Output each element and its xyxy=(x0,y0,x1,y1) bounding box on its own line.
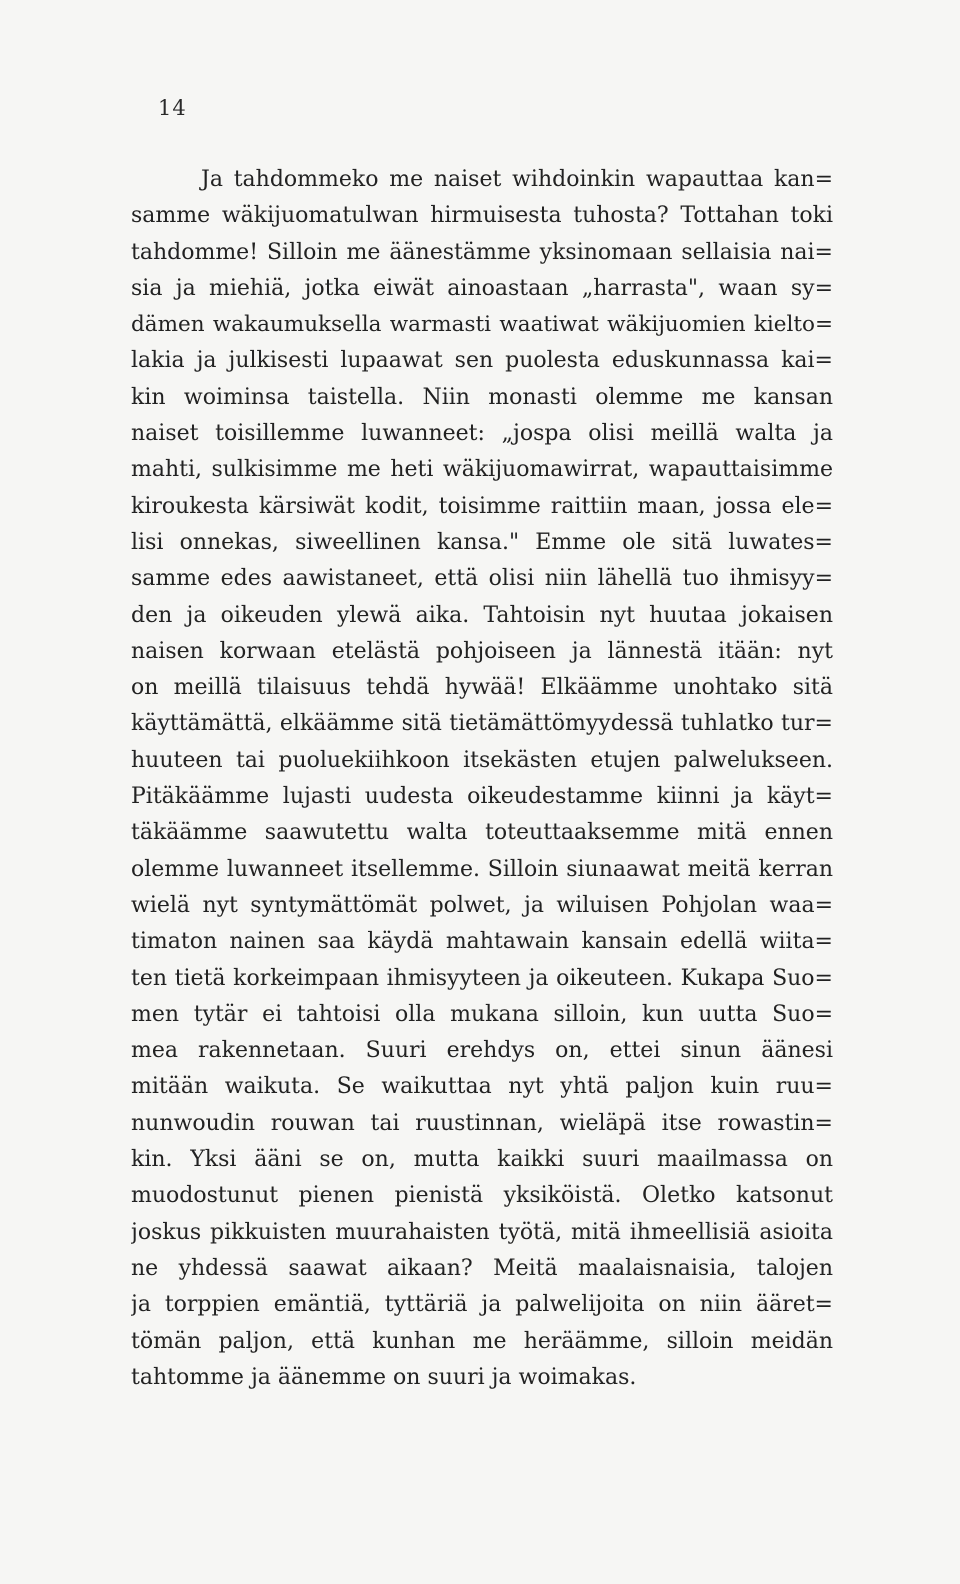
text-line: tahtomme ja äänemme on suuri ja woimakas. xyxy=(131,1364,637,1390)
text-line: naisen korwaan etelästä pohjoiseen ja lännestä itään: nyt xyxy=(131,638,833,664)
text-line: mitään waikuta. Se waikuttaa nyt yhtä paljon kuin ruu= xyxy=(131,1074,833,1100)
text-line: käyttämättä, elkäämme sitä tietämättömyydessä tuhlatko tur= xyxy=(131,711,833,737)
text-line: sia ja miehiä, jotka eiwät ainoastaan „harrasta", waan sy= xyxy=(131,275,833,301)
text-line: on meillä tilaisuus tehdä hywää! Elkäämme unohtako sitä xyxy=(131,675,833,701)
text-line: ja torppien emäntiä, tyttäriä ja palwelijoita on niin ääret= xyxy=(131,1292,833,1318)
text-line: samme wäkijuomatulwan hirmuisesta tuhosta? Tottahan toki xyxy=(131,203,833,229)
text-line: Ja tahdommeko me naiset wihdoinkin wapauttaa kan= xyxy=(201,167,833,192)
text-line: mahti, sulkisimme me heti wäkijuomawirrat, wapauttaisimme xyxy=(131,457,833,483)
body-text xyxy=(131,162,833,1396)
text-line: täkäämme saawutettu walta toteuttaaksemme mitä ennen xyxy=(131,820,833,846)
text-line: tömän paljon, että kunhan me heräämme, silloin meidän xyxy=(131,1328,833,1354)
text-line: ne yhdessä saawat aikaan? Meitä maalaisnaisia, talojen xyxy=(131,1255,833,1281)
text-line: mea rakennetaan. Suuri erehdys on, ettei sinun äänesi xyxy=(131,1038,833,1064)
text-line: kin. Yksi ääni se on, mutta kaikki suuri maailmassa on xyxy=(131,1147,833,1173)
text-line: huuteen tai puoluekiihkoon itsekästen etujen palwelukseen. xyxy=(131,747,833,773)
text-line: wielä nyt syntymättömät polwet, ja wiluisen Pohjolan waa= xyxy=(131,892,833,918)
text-line: lakia ja julkisesti lupaawat sen puolesta eduskunnassa kai= xyxy=(131,348,833,374)
text-line: nunwoudin rouwan tai ruustinnan, wieläpä itse rowastin= xyxy=(131,1110,833,1136)
text-line: samme edes aawistaneet, että olisi niin lähellä tuo ihmisyy= xyxy=(131,566,833,592)
text-line: dämen wakaumuksella warmasti waatiwat wäkijuomien kielto= xyxy=(131,312,833,338)
text-line: tahdomme! Silloin me äänestämme yksinomaan sellaisia nai= xyxy=(131,239,833,265)
text-line: timaton nainen saa käydä mahtawain kansain edellä wiita= xyxy=(131,929,833,955)
text-line: olemme luwanneet itsellemme. Silloin siunaawat meitä kerran xyxy=(131,856,833,882)
text-line: joskus pikkuisten muurahaisten työtä, mitä ihmeellisiä asioita xyxy=(131,1219,833,1245)
text-line: ten tietä korkeimpaan ihmisyyteen ja oikeuteen. Kukapa Suo= xyxy=(131,965,833,991)
text-line: naiset toisillemme luwanneet: „jospa olisi meillä walta ja xyxy=(131,421,833,447)
text-line: den ja oikeuden ylewä aika. Tahtoisin nyt huutaa jokaisen xyxy=(131,602,833,628)
text-line: kin woiminsa taistella. Niin monasti olemme me kansan xyxy=(131,384,833,410)
text-line: kiroukesta kärsiwät kodit, toisimme raittiin maan, jossa ele= xyxy=(131,493,833,519)
text-line: muodostunut pienen pienistä yksiköistä. Oletko katsonut xyxy=(131,1183,833,1209)
text-line: men tytär ei tahtoisi olla mukana silloin, kun uutta Suo= xyxy=(131,1001,833,1027)
text-line: lisi onnekas, siweellinen kansa." Emme ole sitä luwates= xyxy=(131,529,833,555)
page-number: 14 xyxy=(158,96,187,120)
text-line: Pitäkäämme lujasti uudesta oikeudestamme kiinni ja käyt= xyxy=(131,784,833,810)
